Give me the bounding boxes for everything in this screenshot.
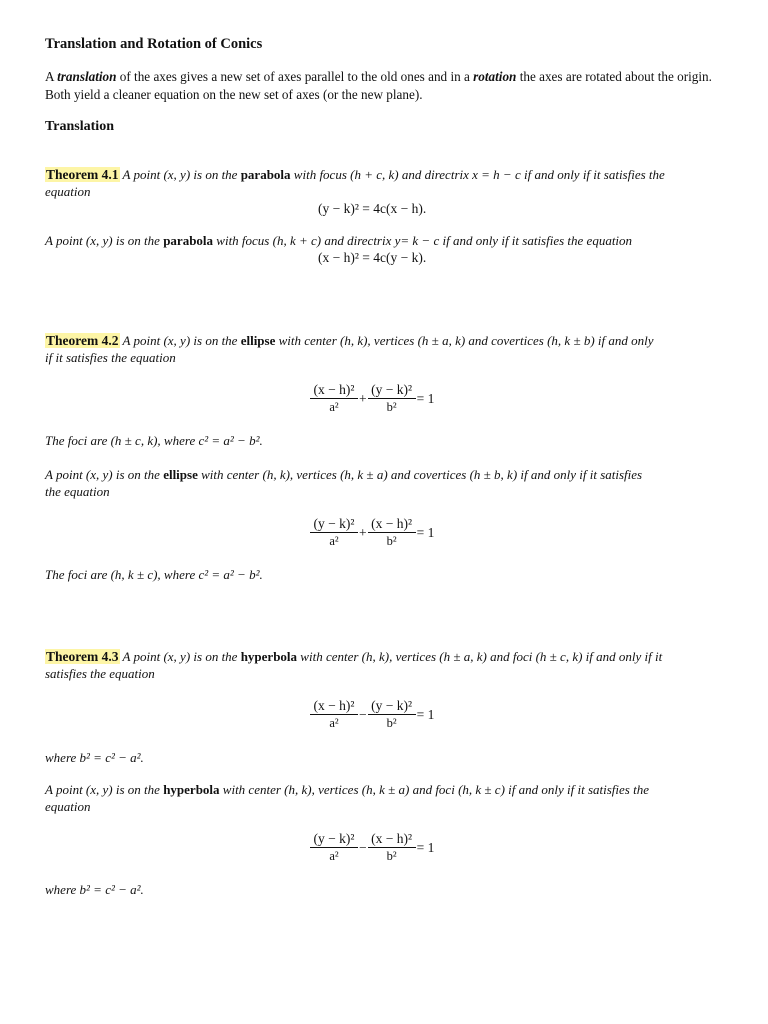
operator: − (359, 839, 367, 855)
operator: + (359, 524, 367, 540)
denominator: b² (368, 532, 416, 549)
numerator: (x − h)² (313, 698, 355, 713)
numerator: (y − k)² (371, 382, 413, 397)
theorem-4-3-line-1 (45, 649, 662, 665)
keyword-parabola: parabola (163, 233, 214, 248)
theorem-4-1-label: Theorem 4.1 (46, 167, 119, 182)
theorem-text: A point (x, y) is on the (119, 167, 241, 182)
hyperbola-vertical-line-2: equation (45, 799, 91, 814)
fraction (310, 697, 358, 731)
intro-text-1: A (45, 69, 58, 84)
numerator: (y − k)² (313, 831, 355, 846)
denominator: b² (368, 714, 416, 731)
intro-term-translation: translation (57, 69, 117, 84)
intro-text-2: of the axes gives a new set of axes parallel to the old ones and in a (116, 69, 474, 84)
theorem-text: with focus (h, k + c) and directrix y= k − c if and only if it satisfies the equation (213, 233, 633, 248)
theorem-text: with center (h, k), vertices (h, k ± a) and foci (h, k ± c) if and only if it satisfies the (219, 782, 649, 797)
equals-one: = 1 (416, 706, 435, 722)
fraction (310, 515, 358, 549)
parabola-equation-2: (x − h)² = 4c(y − k). (318, 250, 427, 265)
ellipse-equation-1 (310, 381, 435, 415)
intro-term-rotation: rotation (473, 69, 517, 84)
theorem-4-2-line-1 (45, 333, 654, 349)
theorem-text: with focus (h + c, k) and directrix x = h − c if and only if it satisfies the (290, 167, 665, 182)
theorem-text: A point (x, y) is on the (45, 782, 164, 797)
keyword-parabola: parabola (240, 167, 291, 182)
theorem-text: with center (h, k), vertices (h ± a, k) and foci (h ± c, k) if and only if it (297, 649, 663, 664)
theorem-text: with center (h, k), vertices (h, k ± a) and covertices (h ± b, k) if and only if it satisfies (197, 467, 643, 482)
numerator: (y − k)² (371, 698, 413, 713)
numerator: (x − h)² (371, 516, 413, 531)
hyperbola-vertical-line-1 (45, 782, 649, 798)
theorem-4-1-line-2: equation (45, 184, 91, 199)
document-title: Translation and Rotation of Conics (45, 36, 263, 52)
theorem-4-1-line-1 (45, 167, 665, 183)
parabola-equation-1: (y − k)² = 4c(x − h). (318, 201, 427, 216)
denominator: a² (310, 532, 358, 549)
hyperbola-relation-2: where b² = c² − a². (45, 882, 144, 897)
parabola-vertical-statement (45, 233, 632, 249)
fraction (368, 697, 416, 731)
intro-paragraph (45, 68, 725, 104)
numerator: (y − k)² (313, 516, 355, 531)
theorem-text: A point (x, y) is on the (45, 233, 164, 248)
theorem-4-2-line-2: if it satisfies the equation (45, 350, 176, 365)
ellipse-vertical-line-2: the equation (45, 484, 110, 499)
operator: − (359, 706, 367, 722)
theorem-4-3-line-2: satisfies the equation (45, 666, 155, 681)
fraction (368, 515, 416, 549)
equals-one: = 1 (416, 839, 435, 855)
denominator: b² (368, 398, 416, 415)
numerator: (x − h)² (371, 831, 413, 846)
denominator: a² (310, 398, 358, 415)
denominator: b² (368, 847, 416, 864)
keyword-hyperbola: hyperbola (240, 649, 298, 664)
operator: + (359, 390, 367, 406)
keyword-ellipse: ellipse (240, 333, 276, 348)
ellipse-foci-2: The foci are (h, k ± c), where c² = a² − b². (45, 567, 263, 582)
numerator: (x − h)² (313, 382, 355, 397)
theorem-text: A point (x, y) is on the (119, 649, 241, 664)
fraction (310, 830, 358, 864)
keyword-ellipse: ellipse (163, 467, 198, 482)
keyword-hyperbola: hyperbola (163, 782, 220, 797)
section-heading-translation: Translation (45, 119, 114, 134)
ellipse-foci-1: The foci are (h ± c, k), where c² = a² − b². (45, 433, 263, 448)
fraction (310, 381, 358, 415)
fraction (368, 830, 416, 864)
intro-text-3: the axes are rotated about the origin. Both yield a cleaner equation on the new set of axes (or the new plane). (45, 69, 712, 102)
ellipse-equation-2 (310, 515, 435, 549)
ellipse-vertical-line-1 (45, 467, 642, 483)
equals-one: = 1 (416, 524, 435, 540)
hyperbola-equation-2 (310, 830, 435, 864)
denominator: a² (310, 714, 358, 731)
denominator: a² (310, 847, 358, 864)
theorem-text: A point (x, y) is on the (119, 333, 241, 348)
hyperbola-equation-1 (310, 697, 435, 731)
theorem-text: A point (x, y) is on the (45, 467, 164, 482)
fraction (368, 381, 416, 415)
theorem-4-3-label: Theorem 4.3 (46, 649, 119, 664)
theorem-text: with center (h, k), vertices (h ± a, k) and covertices (h, k ± b) if and only (275, 333, 654, 348)
theorem-4-2-label: Theorem 4.2 (46, 333, 119, 348)
equals-one: = 1 (416, 390, 435, 406)
hyperbola-relation-1: where b² = c² − a². (45, 750, 144, 765)
